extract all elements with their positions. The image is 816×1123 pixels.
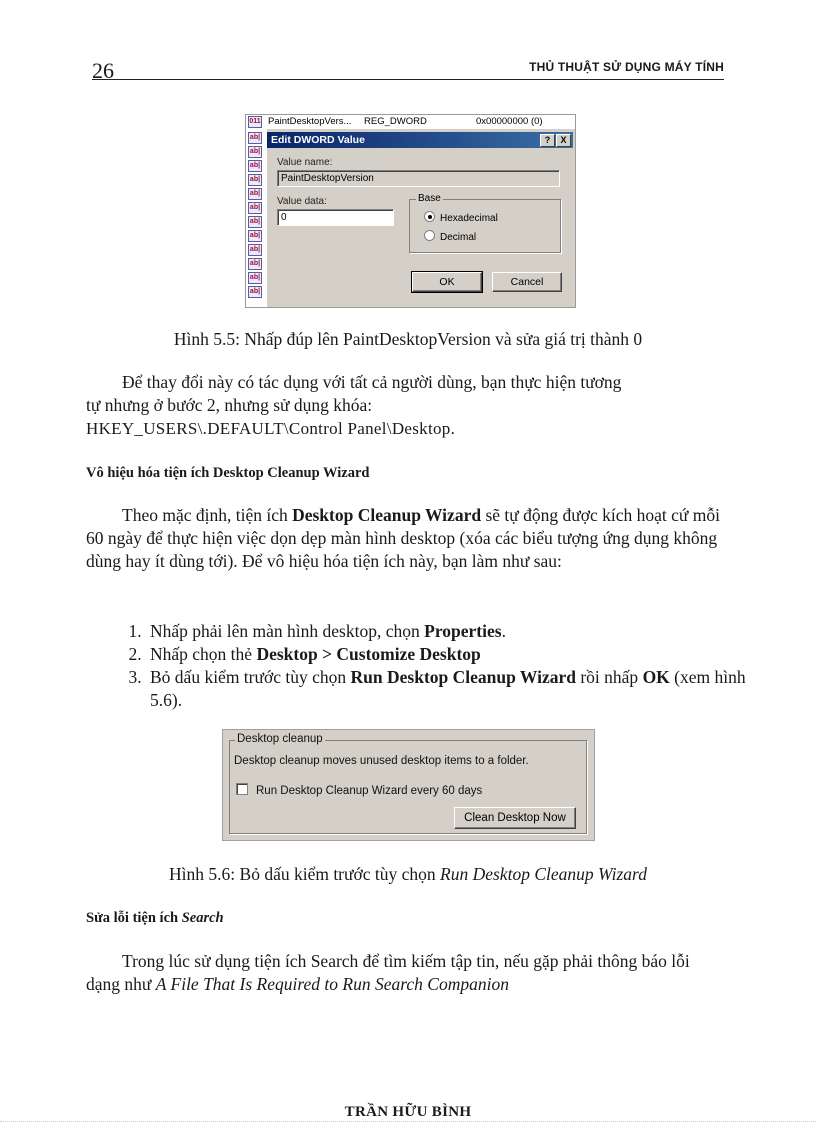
- radio-selected-icon: [424, 211, 435, 222]
- registry-row: [246, 115, 575, 129]
- registry-string-icon: ab|: [248, 244, 262, 256]
- section-heading-cleanup: Vô hiệu hóa tiện ích Desktop Cleanup Wizard: [86, 465, 370, 481]
- registry-string-icon: ab|: [248, 230, 262, 242]
- desktop-cleanup-description: Desktop cleanup moves unused desktop items to a folder.: [234, 755, 529, 767]
- value-data-input[interactable]: 0: [277, 209, 394, 226]
- close-button[interactable]: X: [556, 134, 571, 147]
- paragraph-search-error: Trong lúc sử dụng tiện ích Search để tìm kiếm tập tin, nếu gặp phải thông báo lỗi dạng như A File That Is Required to Run Search Companion: [86, 951, 690, 994]
- registry-value-type: REG_DWORD: [364, 116, 427, 127]
- dialog-title: Edit DWORD Value: [271, 134, 365, 146]
- registry-string-icon: ab|: [248, 202, 262, 214]
- registry-string-icon: ab|: [248, 174, 262, 186]
- decimal-radio[interactable]: Decimal: [424, 230, 476, 243]
- figure-5-5-caption: Hình 5.5: Nhấp đúp lên PaintDesktopVersion và sửa giá trị thành 0: [173, 329, 643, 349]
- registry-string-icon: ab|: [248, 146, 262, 158]
- registry-value-name: PaintDesktopVers...: [268, 116, 352, 127]
- registry-string-icon: ab|: [248, 160, 262, 172]
- paragraph-cleanup-intro: Theo mặc định, tiện ích Desktop Cleanup Wizard sẽ tự động được kích hoạt cứ mỗi 60 ngày để thực hiện việc dọn dẹp màn hình desktop (xóa các biểu tượng ứng dụng không dùng hay ít dùng tới). Để vô hiệu hóa tiện ích này, bạn làm như sau:: [86, 505, 720, 571]
- ok-button[interactable]: OK: [412, 272, 482, 292]
- checkbox-unchecked-icon: [236, 783, 248, 795]
- step-item: 2. Nhấp chọn thẻ Desktop > Customize Desktop: [146, 643, 746, 666]
- running-title: THỦ THUẬT SỬ DỤNG MÁY TÍNH: [529, 60, 724, 74]
- step-item: 1. Nhấp phải lên màn hình desktop, chọn Properties.: [146, 620, 746, 643]
- registry-string-icon: ab|: [248, 132, 262, 144]
- help-button[interactable]: ?: [540, 134, 555, 147]
- step-item: 3. Bỏ dấu kiểm trước tùy chọn Run Desktop Cleanup Wizard rồi nhấp OK (xem hình 5.6).: [146, 666, 746, 712]
- figure-5-6-caption: Hình 5.6: Bỏ dấu kiểm trước tùy chọn Run Desktop Cleanup Wizard: [169, 864, 647, 884]
- section-heading-search: Sửa lỗi tiện ích Search: [86, 910, 224, 926]
- registry-value-data: 0x00000000 (0): [476, 116, 543, 127]
- header-rule: [92, 79, 724, 80]
- registry-string-icon: ab|: [248, 286, 262, 298]
- footer-author: TRẦN HỮU BÌNH: [344, 1104, 472, 1120]
- value-data-label: Value data:: [277, 196, 327, 207]
- figure-5-6-screenshot: [222, 729, 595, 841]
- run-wizard-checkbox[interactable]: Run Desktop Cleanup Wizard every 60 days: [236, 783, 482, 797]
- paragraph-line: Để thay đổi này có tác dụng với tất cả người dùng, bạn thực hiện tương: [122, 372, 622, 392]
- figure-5-5-screenshot: [245, 114, 576, 308]
- registry-string-icon: ab|: [248, 216, 262, 228]
- base-label: Base: [418, 193, 441, 204]
- dialog-titlebar: [267, 132, 573, 148]
- hexadecimal-radio[interactable]: Hexadecimal: [424, 211, 498, 224]
- desktop-cleanup-groupbox: [229, 733, 587, 834]
- page-number: 26: [92, 58, 114, 83]
- radio-empty-icon: [424, 230, 435, 241]
- registry-string-icon: ab|: [248, 272, 262, 284]
- desktop-cleanup-label: Desktop cleanup: [237, 733, 323, 745]
- value-name-label: Value name:: [277, 157, 333, 168]
- value-name-field[interactable]: PaintDesktopVersion: [277, 170, 560, 187]
- registry-dword-icon: 011: [248, 116, 262, 128]
- footer-rule: [0, 1121, 816, 1122]
- base-groupbox: [409, 193, 561, 253]
- term-desktop-cleanup-wizard: Desktop Cleanup Wizard: [292, 505, 482, 525]
- registry-string-icon: ab|: [248, 188, 262, 200]
- clean-desktop-now-button[interactable]: Clean Desktop Now: [454, 807, 576, 829]
- registry-key-path: HKEY_USERS\.DEFAULT\Control Panel\Desktop.: [86, 419, 456, 438]
- registry-string-icon: ab|: [248, 258, 262, 270]
- cancel-button[interactable]: Cancel: [492, 272, 562, 292]
- paragraph-line: tự nhưng ở bước 2, nhưng sử dụng khóa:: [86, 395, 373, 415]
- paragraph-all-users: [86, 371, 726, 440]
- edit-dword-dialog: [266, 129, 576, 307]
- registry-icon-column: [246, 115, 266, 307]
- steps-list: [104, 620, 746, 712]
